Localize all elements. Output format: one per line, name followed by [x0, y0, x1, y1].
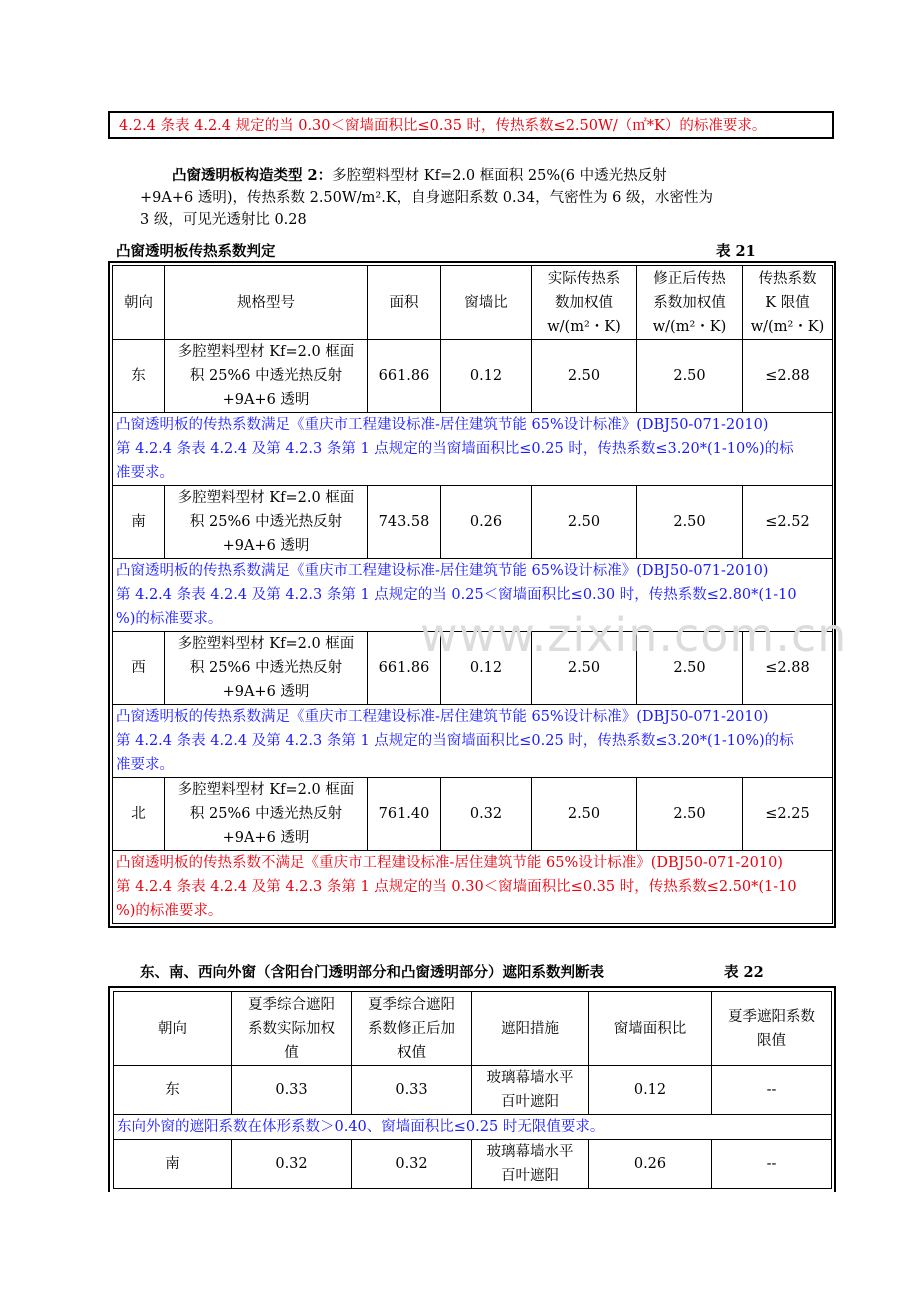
row-measure-l1: 玻璃幕墙水平 — [486, 1070, 574, 1086]
row-ratio: 0.26 — [589, 1140, 712, 1189]
table-row — [114, 1066, 832, 1115]
construction-paragraph — [140, 165, 790, 231]
t22-header-actual — [232, 992, 352, 1066]
row-note-l3: 准要求。 — [116, 757, 174, 773]
t21-header-limit-l3: w/(m²・K) — [750, 318, 825, 335]
row-orientation: 南 — [113, 486, 165, 559]
construction-line2: +9A+6 透明)，传热系数 2.50W/m².K，自身遮阳系数 0.34，气密性为 6 级，水密性为 — [140, 190, 714, 206]
row-measure — [472, 1066, 589, 1115]
t21-header-limit-l2: K 限值 — [765, 294, 810, 311]
row-measure-l2: 百叶遮阳 — [501, 1094, 559, 1110]
row-note-l1: 凸窗透明板的传热系数满足《重庆市工程建设标准-居住建筑节能 65%设计标准》(DBJ50-071-2010) — [116, 563, 769, 579]
table-row-note — [113, 413, 833, 486]
table21 — [112, 265, 833, 924]
row-orientation: 西 — [113, 632, 165, 705]
top-note-box — [108, 111, 834, 139]
t22-header-measure: 遮阳措施 — [472, 992, 589, 1066]
t21-header-ratio: 窗墙比 — [441, 266, 532, 340]
row-spec-l2: 积 25%6 中透光热反射 — [189, 806, 343, 822]
row-orientation: 东 — [114, 1066, 232, 1115]
t22-header-corrected-l2: 系数修正后加 — [368, 1020, 455, 1037]
t22-header-corrected — [352, 992, 472, 1066]
row-area: 661.86 — [368, 632, 441, 705]
t22-header-actual-l1: 夏季综合遮阳 — [248, 996, 335, 1013]
row-spec-l3: +9A+6 透明 — [222, 392, 310, 408]
row-ratio: 0.26 — [441, 486, 532, 559]
row-limit: ≤2.52 — [743, 486, 833, 559]
row-spec — [165, 486, 368, 559]
table-row-note — [113, 851, 833, 924]
row-note — [113, 413, 833, 486]
row-spec-l3: +9A+6 透明 — [222, 684, 310, 700]
table-row — [113, 778, 833, 851]
row-note — [113, 705, 833, 778]
row-measure — [472, 1140, 589, 1189]
row-spec — [165, 340, 368, 413]
row-ratio: 0.12 — [441, 340, 532, 413]
t21-header-corrected-l3: w/(m²・K) — [652, 318, 727, 335]
row-measure-l2: 百叶遮阳 — [501, 1168, 559, 1184]
t22-header-limit-l2: 限值 — [757, 1032, 786, 1049]
row-ratio: 0.12 — [441, 632, 532, 705]
row-note-l3: 准要求。 — [116, 465, 174, 481]
t21-header-actual-l1: 实际传热系 — [547, 270, 621, 287]
row-spec-l3: +9A+6 透明 — [222, 538, 310, 554]
row-limit: ≤2.25 — [743, 778, 833, 851]
t21-header-actual-l2: 数加权值 — [555, 294, 613, 311]
row-note-l2: 第 4.2.4 条表 4.2.4 及第 4.2.3 条第 1 点规定的当 0.25＜窗墙面积比≤0.30 时，传热系数≤2.80*(1-10 — [116, 587, 797, 603]
row-area: 661.86 — [368, 340, 441, 413]
row-limit: -- — [712, 1140, 832, 1189]
watermark: www.zixin.com.cn — [420, 608, 848, 662]
t21-header-spec: 规格型号 — [165, 266, 368, 340]
row-actual: 0.33 — [232, 1066, 352, 1115]
table-row — [114, 1140, 832, 1189]
t21-header-actual — [532, 266, 637, 340]
t22-header-corrected-l3: 权值 — [397, 1044, 426, 1061]
row-spec-l1: 多腔塑料型材 Kf=2.0 框面 — [177, 490, 355, 506]
table-row — [113, 340, 833, 413]
row-corrected: 2.50 — [637, 632, 743, 705]
t22-header-actual-l3: 值 — [284, 1044, 299, 1061]
table22 — [113, 991, 832, 1189]
row-note-l3: %)的标准要求。 — [116, 903, 223, 919]
row-limit: -- — [712, 1066, 832, 1115]
t22-header-limit-l1: 夏季遮阳系数 — [728, 1008, 815, 1025]
t22-header-actual-l2: 系数实际加权 — [248, 1020, 335, 1037]
row-limit: ≤2.88 — [743, 632, 833, 705]
row-spec-l1: 多腔塑料型材 Kf=2.0 框面 — [177, 636, 355, 652]
t21-header-limit — [743, 266, 833, 340]
construction-line3: 3 级，可见光透射比 0.28 — [140, 212, 307, 228]
construction-title: 凸窗透明板构造类型 2： — [172, 167, 333, 184]
row-ratio: 0.12 — [589, 1066, 712, 1115]
row-corrected: 2.50 — [637, 340, 743, 413]
row-spec-l2: 积 25%6 中透光热反射 — [189, 660, 343, 676]
row-note-l1: 凸窗透明板的传热系数满足《重庆市工程建设标准-居住建筑节能 65%设计标准》(DBJ50-071-2010) — [116, 417, 769, 433]
row-spec-l2: 积 25%6 中透光热反射 — [189, 514, 343, 530]
t22-header-orientation: 朝向 — [114, 992, 232, 1066]
row-spec — [165, 632, 368, 705]
row-spec-l2: 积 25%6 中透光热反射 — [189, 368, 343, 384]
t21-header-limit-l1: 传热系数 — [758, 270, 817, 287]
row-note-l3: %)的标准要求。 — [116, 611, 223, 627]
construction-line1: 多腔塑料型材 Kf=2.0 框面积 25%(6 中透光热反射 — [332, 168, 667, 184]
row-note-l2: 第 4.2.4 条表 4.2.4 及第 4.2.3 条第 1 点规定的当 0.30＜窗墙面积比≤0.35 时，传热系数≤2.50*(1-10 — [116, 879, 797, 895]
row-note-l1: 凸窗透明板的传热系数满足《重庆市工程建设标准-居住建筑节能 65%设计标准》(DBJ50-071-2010) — [116, 709, 769, 725]
row-corrected: 2.50 — [637, 486, 743, 559]
row-note — [113, 851, 833, 924]
row-actual: 2.50 — [532, 340, 637, 413]
row-orientation: 北 — [113, 778, 165, 851]
table-row-note — [113, 705, 833, 778]
table21-title: 凸窗透明板传热系数判定 — [116, 243, 276, 260]
t21-header-orientation: 朝向 — [113, 266, 165, 340]
row-actual: 2.50 — [532, 486, 637, 559]
row-note-l1: 凸窗透明板的传热系数不满足《重庆市工程建设标准-居住建筑节能 65%设计标准》(DBJ50-071-2010) — [116, 855, 783, 871]
row-actual: 2.50 — [532, 778, 637, 851]
row-spec-l3: +9A+6 透明 — [222, 830, 310, 846]
table22-header-row — [114, 992, 832, 1066]
row-orientation: 东 — [113, 340, 165, 413]
t21-header-corrected — [637, 266, 743, 340]
row-actual: 2.50 — [532, 632, 637, 705]
row-note: 东向外窗的遮阳系数在体形系数＞0.40、窗墙面积比≤0.25 时无限值要求。 — [114, 1115, 832, 1140]
t21-header-corrected-l1: 修正后传热 — [653, 270, 726, 287]
row-area: 743.58 — [368, 486, 441, 559]
row-corrected: 0.32 — [352, 1140, 472, 1189]
top-note-text: 4.2.4 条表 4.2.4 规定的当 0.30＜窗墙面积比≤0.35 时，传热系数≤2.50W/（㎡*K）的标准要求。 — [119, 118, 767, 134]
row-spec-l1: 多腔塑料型材 Kf=2.0 框面 — [177, 344, 355, 360]
row-actual: 0.32 — [232, 1140, 352, 1189]
row-measure-l1: 玻璃幕墙水平 — [486, 1144, 574, 1160]
row-note-l2: 第 4.2.4 条表 4.2.4 及第 4.2.3 条第 1 点规定的当窗墙面积比≤0.25 时，传热系数≤3.20*(1-10%)的标 — [116, 733, 794, 749]
table21-label: 表 21 — [716, 243, 756, 260]
row-corrected: 2.50 — [637, 778, 743, 851]
row-spec-l1: 多腔塑料型材 Kf=2.0 框面 — [177, 782, 355, 798]
table-row — [113, 486, 833, 559]
row-orientation: 南 — [114, 1140, 232, 1189]
t22-header-corrected-l1: 夏季综合遮阳 — [368, 996, 455, 1013]
table21-header-row — [113, 266, 833, 340]
t22-header-ratio: 窗墙面积比 — [589, 992, 712, 1066]
table22-title: 东、南、西向外窗（含阳台门透明部分和凸窗透明部分）遮阳系数判断表 — [140, 964, 604, 981]
row-limit: ≤2.88 — [743, 340, 833, 413]
row-spec — [165, 778, 368, 851]
row-area: 761.40 — [368, 778, 441, 851]
t21-header-actual-l3: w/(m²・K) — [547, 318, 621, 335]
t22-header-limit — [712, 992, 832, 1066]
row-ratio: 0.32 — [441, 778, 532, 851]
row-corrected: 0.33 — [352, 1066, 472, 1115]
t21-header-area: 面积 — [368, 266, 441, 340]
t21-header-corrected-l2: 系数加权值 — [653, 294, 726, 311]
table-row-note — [114, 1115, 832, 1140]
row-note-l2: 第 4.2.4 条表 4.2.4 及第 4.2.3 条第 1 点规定的当窗墙面积比≤0.25 时，传热系数≤3.20*(1-10%)的标 — [116, 441, 794, 457]
table22-label: 表 22 — [724, 964, 764, 981]
